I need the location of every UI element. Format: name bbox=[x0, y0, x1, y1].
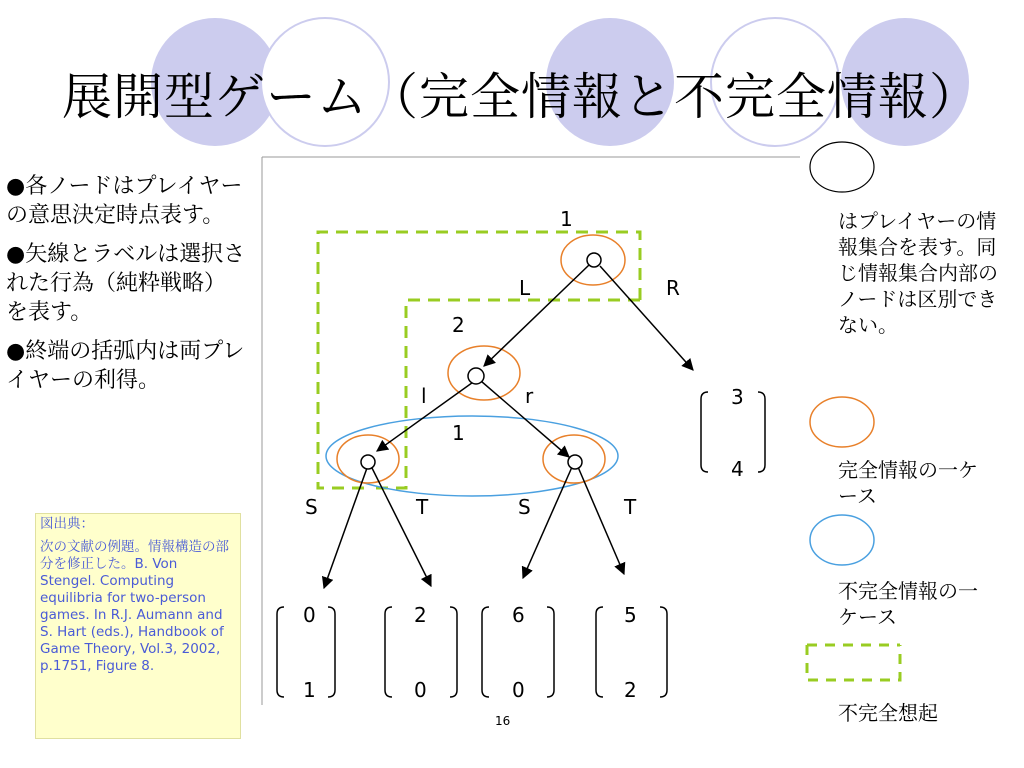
edge-S-right bbox=[523, 467, 572, 578]
payoff-top: 6 bbox=[512, 603, 525, 627]
payoff-top: 2 bbox=[414, 603, 427, 627]
payoff-bracket-left bbox=[701, 392, 708, 472]
bullet-item: ●各ノードはプレイヤーの意思決定時点表す。 bbox=[6, 174, 243, 228]
legend-perfect-symbol bbox=[810, 397, 874, 447]
action-label-L: L bbox=[519, 276, 531, 300]
payoff-bracket-right bbox=[660, 607, 667, 697]
bullet-item: ●終端の括弧内は両プレイヤーの利得。 bbox=[6, 339, 245, 393]
payoff-bracket-left bbox=[277, 607, 284, 697]
action-label-T-right: T bbox=[624, 495, 637, 519]
payoff-bracket-right bbox=[547, 607, 554, 697]
legend-imperfect-symbol bbox=[810, 515, 874, 565]
action-label-l: l bbox=[421, 384, 427, 408]
payoff-top: 0 bbox=[303, 603, 316, 627]
node-root bbox=[587, 253, 601, 267]
payoff-bottom: 4 bbox=[731, 457, 744, 481]
edge-T-right bbox=[578, 467, 624, 574]
payoff-bracket-right bbox=[450, 607, 457, 697]
legend-imperfect-recall-text: 不完全想起 bbox=[838, 701, 938, 725]
payoff-top: 3 bbox=[731, 385, 744, 409]
bullet-item: ●矢線とラベルは選択された行為（純粋戦略）を表す。 bbox=[6, 242, 246, 325]
node-right bbox=[568, 455, 582, 469]
legend-info-set-symbol bbox=[810, 142, 874, 192]
player-label-root: 1 bbox=[560, 207, 573, 231]
payoff-bottom: 1 bbox=[303, 678, 316, 702]
page-number: 16 bbox=[495, 714, 511, 728]
node-p2 bbox=[468, 368, 484, 384]
source-body: 次の文献の例題。情報構造の部分を修正した。B. Von Stengel. Computing equilibria for two-person games. In R.J. Aumann and S. Hart (eds.), Handbook of Game Theory, Vol.3, 2002, p.1751, Figure 8. bbox=[40, 539, 229, 674]
player-label-p2: 2 bbox=[452, 313, 465, 337]
action-label-R: R bbox=[666, 276, 680, 300]
payoff-top: 5 bbox=[624, 603, 637, 627]
payoff-bracket-left bbox=[385, 607, 392, 697]
action-label-r: r bbox=[525, 384, 534, 408]
payoff-bottom: 2 bbox=[624, 678, 637, 702]
action-label-S-right: S bbox=[518, 495, 531, 519]
slide-title: 展開型ゲーム（完全情報と不完全情報） bbox=[62, 68, 980, 126]
edge-S-left bbox=[324, 468, 367, 588]
legend-imperfect-recall-symbol bbox=[807, 645, 900, 680]
edge-T-left bbox=[372, 468, 431, 586]
payoff-bracket-left bbox=[482, 607, 489, 697]
payoff-bottom: 0 bbox=[512, 678, 525, 702]
action-label-T-left: T bbox=[416, 495, 429, 519]
imperfect-recall-box-inner bbox=[370, 300, 640, 488]
edge-L bbox=[484, 265, 589, 366]
source-heading: 図出典： bbox=[40, 516, 94, 532]
action-label-S-left: S bbox=[305, 495, 318, 519]
node-left bbox=[361, 455, 375, 469]
legend-perfect-text: 完全情報の一ケース bbox=[838, 458, 978, 508]
payoff-bracket-right bbox=[328, 607, 335, 697]
imperfect-recall-box-outer bbox=[318, 232, 640, 488]
player-label-info-set: 1 bbox=[452, 421, 465, 445]
legend-info-set-text: はプレイヤーの情報集合を表す。同じ情報集合内部のノードは区別できない。 bbox=[838, 209, 998, 337]
payoff-bracket-right bbox=[758, 392, 765, 472]
payoff-bottom: 0 bbox=[414, 678, 427, 702]
payoff-bracket-left bbox=[596, 607, 603, 697]
legend-imperfect-text: 不完全情報の一ケース bbox=[838, 579, 978, 629]
